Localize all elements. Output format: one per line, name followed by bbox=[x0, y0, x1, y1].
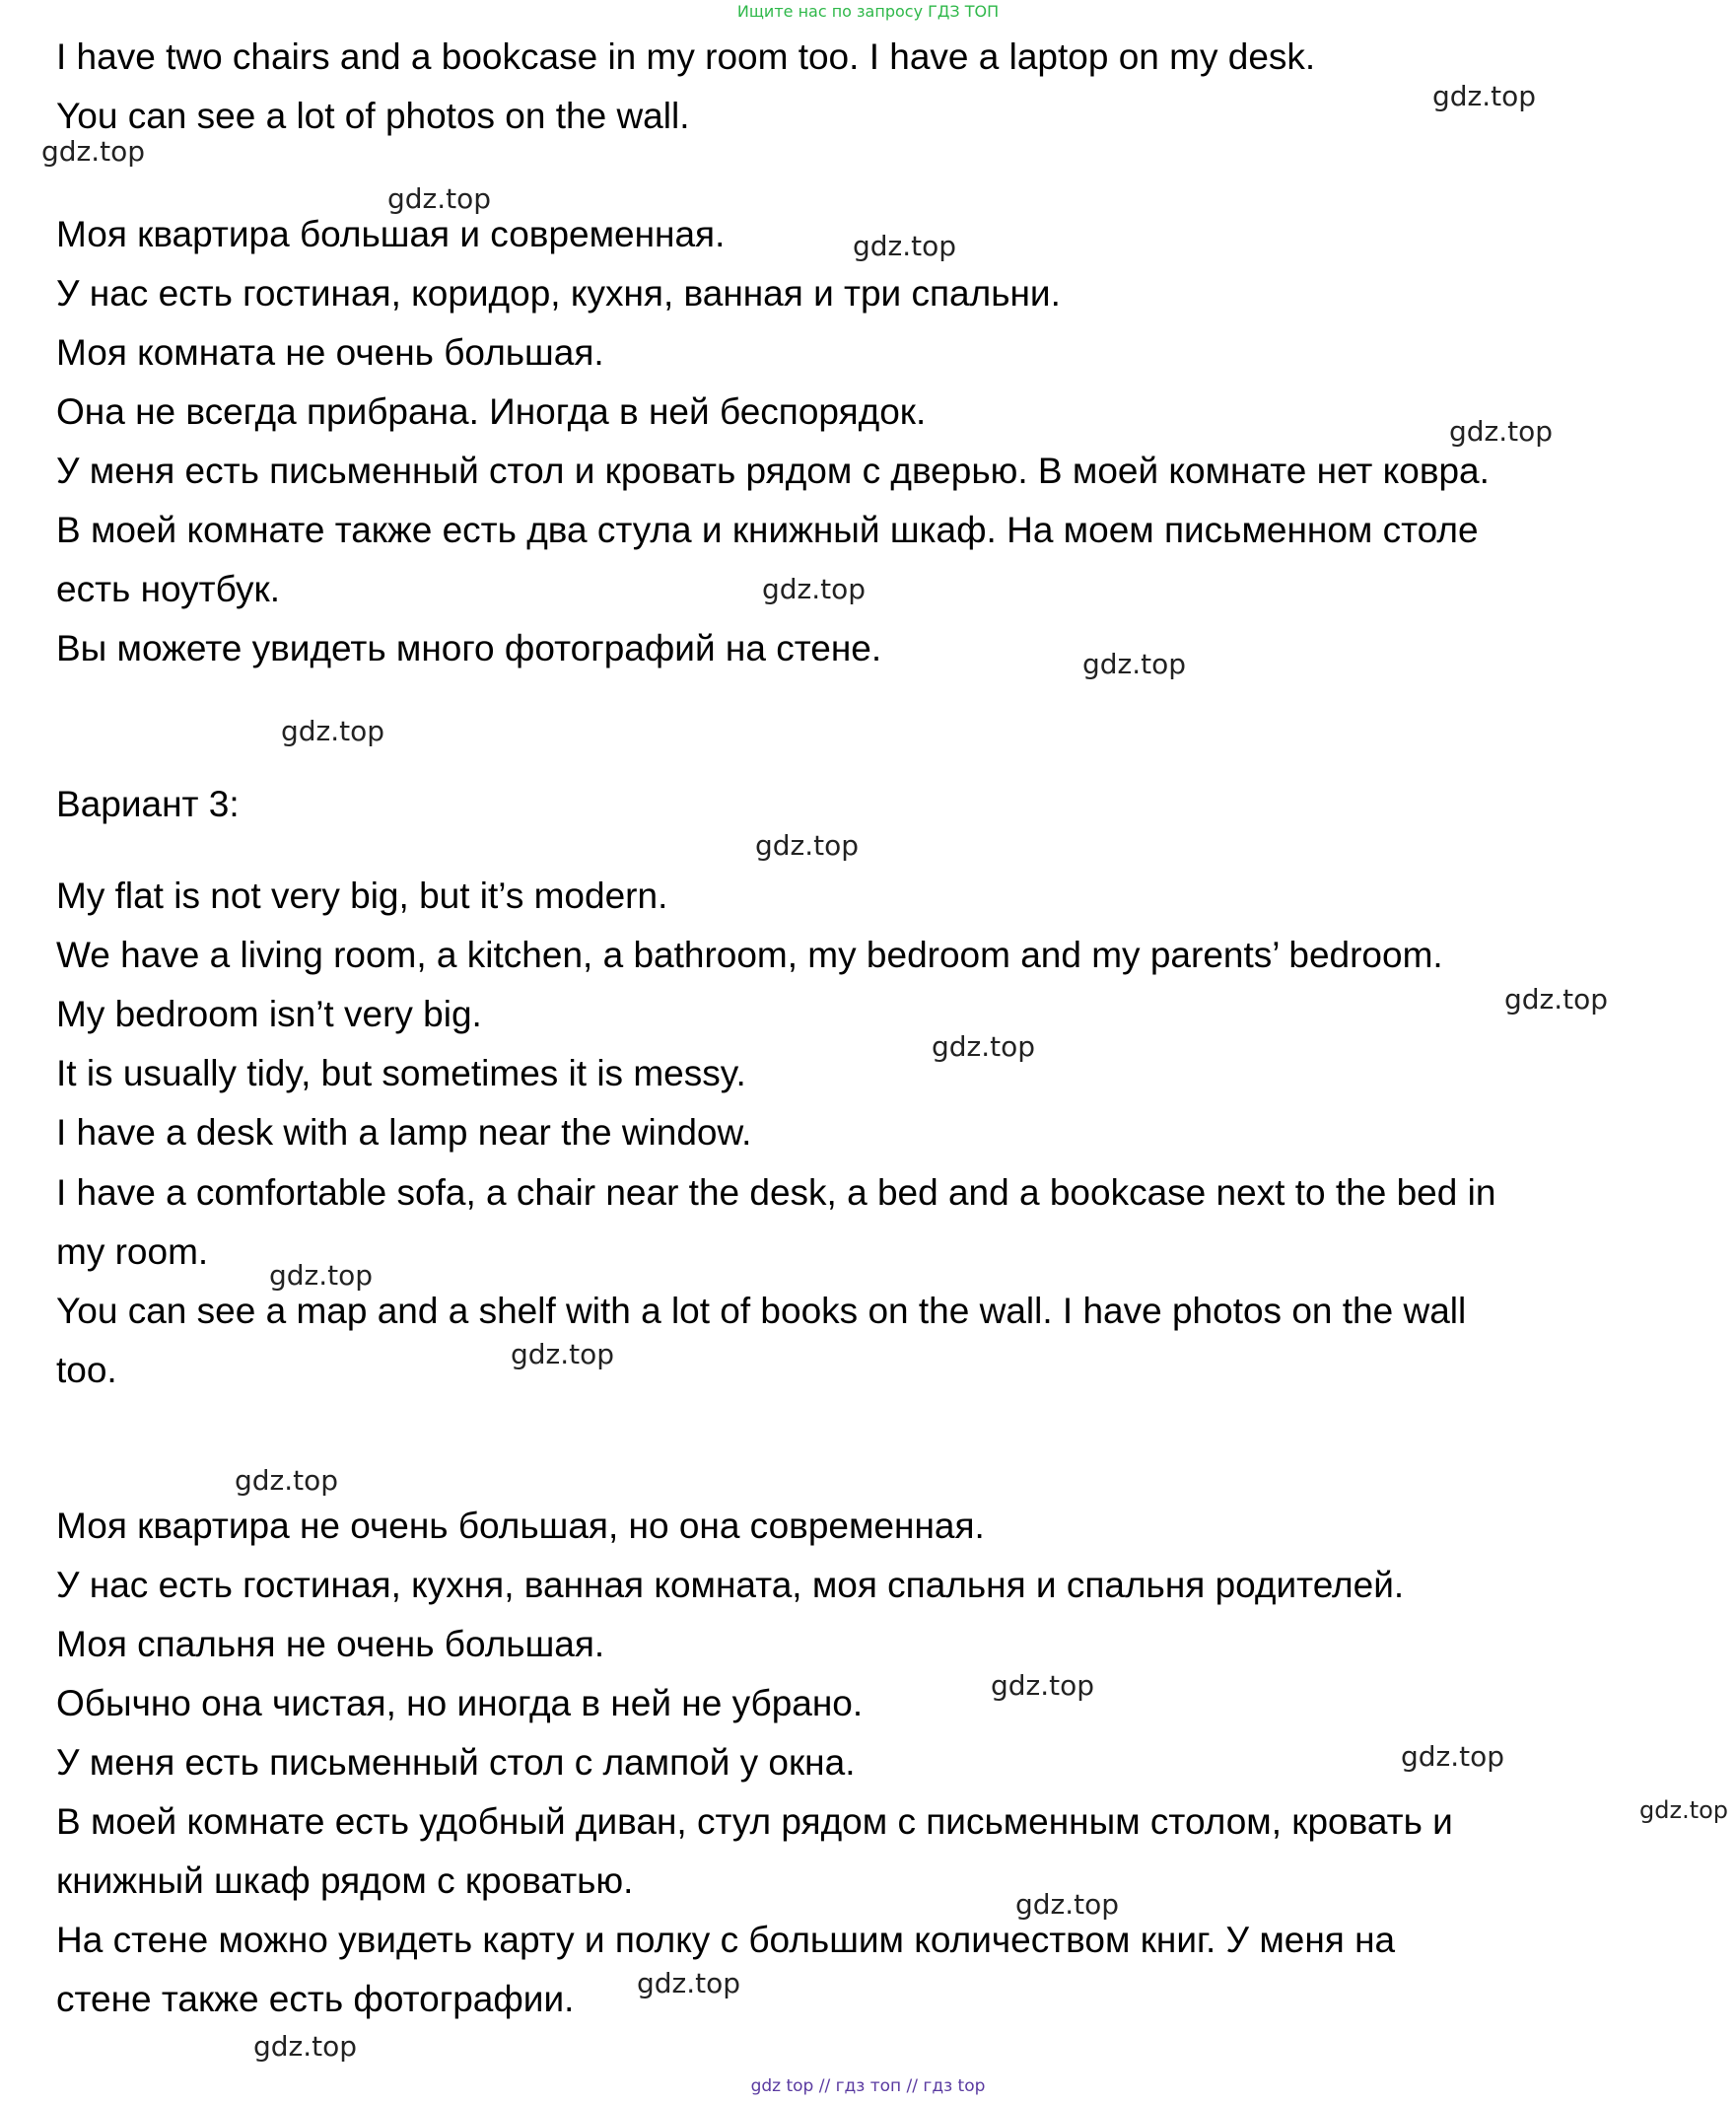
watermark: gdz.top bbox=[1082, 648, 1187, 680]
watermark: gdz.top bbox=[932, 1030, 1036, 1063]
watermark: gdz.top bbox=[1504, 983, 1609, 1016]
text-line: You can see a map and a shelf with a lot of books on the wall. I have photos on the wall bbox=[56, 1291, 1467, 1331]
text-line: too. bbox=[56, 1350, 117, 1390]
text-line: книжный шкаф рядом с кроватью. bbox=[56, 1860, 634, 1901]
text-line: Обычно она чистая, но иногда в ней не убрано. bbox=[56, 1683, 864, 1723]
text-line: У меня есть письменный стол с лампой у окна. bbox=[56, 1742, 856, 1783]
text-line: Моя квартира большая и современная. bbox=[56, 214, 726, 254]
text-line: Вы можете увидеть много фотографий на стене. bbox=[56, 628, 882, 668]
text-line: Моя комната не очень большая. bbox=[56, 332, 604, 373]
text-line: I have a comfortable sofa, a chair near the desk, a bed and a bookcase next to the bed in bbox=[56, 1172, 1496, 1213]
watermark: gdz.top bbox=[281, 715, 385, 747]
text-line: У меня есть письменный стол и кровать рядом с дверью. В моей комнате нет ковра. bbox=[56, 451, 1490, 491]
text-line: У нас есть гостиная, коридор, кухня, ванная и три спальни. bbox=[56, 273, 1061, 314]
text-line: В моей комнате также есть два стула и книжный шкаф. На моем письменном столе bbox=[56, 510, 1479, 550]
variant-heading: Вариант 3: bbox=[56, 784, 240, 824]
text-line: My flat is not very big, but it’s modern. bbox=[56, 876, 668, 916]
watermark: gdz.top bbox=[387, 182, 492, 215]
watermark: gdz.top bbox=[253, 2030, 358, 2063]
text-line: Она не всегда прибрана. Иногда в ней беспорядок. bbox=[56, 391, 927, 432]
text-line: I have two chairs and a bookcase in my room too. I have a laptop on my desk. bbox=[56, 36, 1316, 77]
watermark: gdz.top bbox=[269, 1259, 374, 1292]
watermark: gdz.top bbox=[1401, 1740, 1505, 1773]
text-line: You can see a lot of photos on the wall. bbox=[56, 96, 690, 136]
watermark: gdz.top bbox=[235, 1464, 339, 1497]
watermark: gdz.top bbox=[1449, 415, 1554, 448]
text-line: есть ноутбук. bbox=[56, 569, 280, 609]
text-line: стене также есть фотографии. bbox=[56, 1979, 575, 2019]
footer-note: gdz top // гдз топ // гдз top bbox=[750, 2076, 986, 2096]
watermark: gdz.top bbox=[991, 1669, 1095, 1702]
text-line: It is usually tidy, but sometimes it is messy. bbox=[56, 1053, 746, 1093]
watermark: gdz.top bbox=[853, 230, 957, 262]
header-note: Ищите нас по запросу ГДЗ ТОП bbox=[736, 2, 1000, 21]
text-line: Моя спальня не очень большая. bbox=[56, 1624, 605, 1664]
watermark: gdz.top bbox=[762, 573, 867, 605]
text-line: В моей комнате есть удобный диван, стул рядом с письменным столом, кровать и bbox=[56, 1801, 1453, 1842]
watermark: gdz.top bbox=[1432, 80, 1537, 112]
watermark: gdz.top bbox=[1015, 1888, 1120, 1921]
text-line: I have a desk with a lamp near the window. bbox=[56, 1112, 752, 1153]
watermark: gdz.top bbox=[41, 135, 146, 168]
text-line: We have a living room, a kitchen, a bathroom, my bedroom and my parents’ bedroom. bbox=[56, 935, 1443, 975]
watermark: gdz.top bbox=[637, 1967, 741, 1999]
text-line: My bedroom isn’t very big. bbox=[56, 994, 482, 1034]
watermark: gdz.top bbox=[511, 1338, 615, 1370]
text-line: Моя квартира не очень большая, но она современная. bbox=[56, 1506, 985, 1546]
watermark: gdz.top bbox=[755, 829, 860, 862]
text-line: На стене можно увидеть карту и полку с большим количеством книг. У меня на bbox=[56, 1920, 1396, 1960]
watermark: gdz.top bbox=[1639, 1796, 1729, 1824]
text-line: my room. bbox=[56, 1231, 209, 1272]
text-line: У нас есть гостиная, кухня, ванная комната, моя спальня и спальня родителей. bbox=[56, 1565, 1405, 1605]
